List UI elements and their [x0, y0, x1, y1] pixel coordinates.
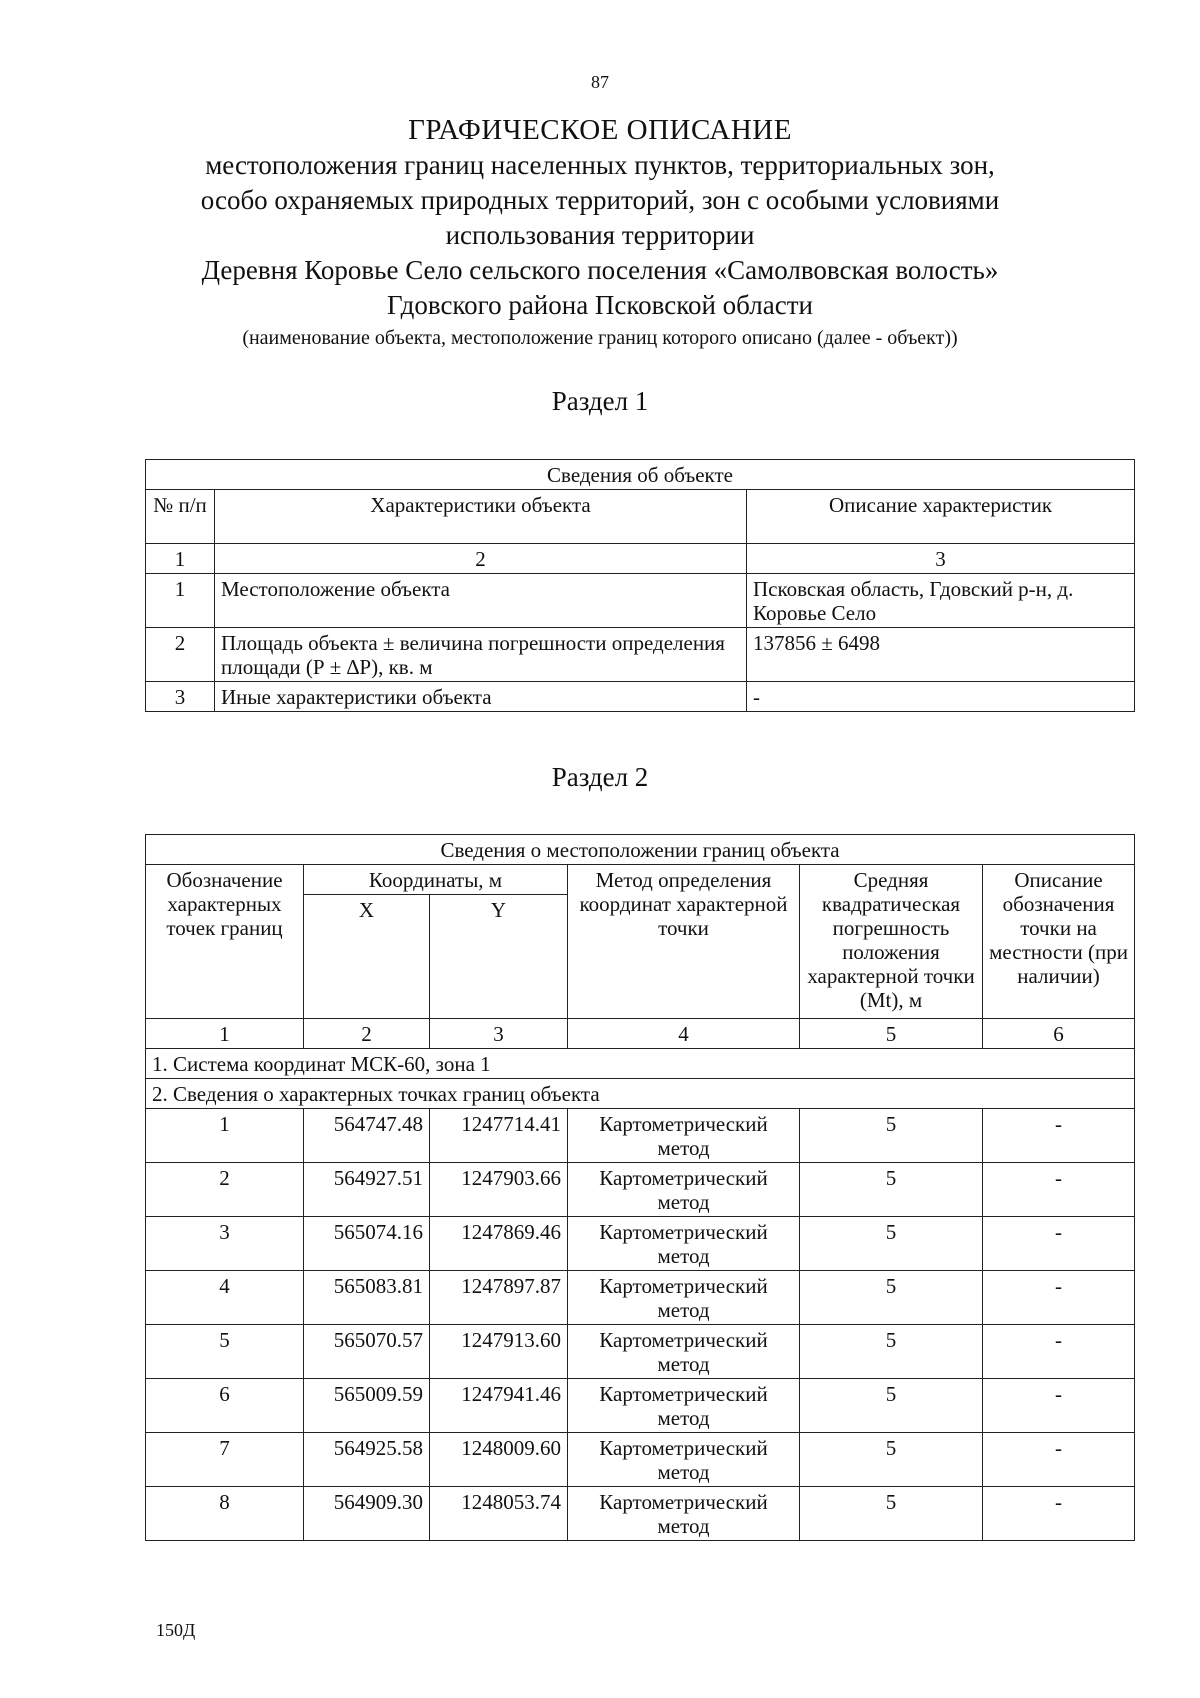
header-characteristic: Характеристики объекта	[215, 490, 747, 544]
points-body	[146, 1109, 1135, 1541]
coordinate-x: 564909.30	[304, 1487, 430, 1541]
column-number: 1	[146, 1019, 304, 1049]
coordinate-y: 1248009.60	[430, 1433, 568, 1487]
table-header-row	[146, 490, 1135, 544]
point-id: 3	[146, 1217, 304, 1271]
coordinate-y: 1247941.46	[430, 1379, 568, 1433]
row-number: 2	[146, 628, 215, 682]
table-row	[146, 682, 1135, 712]
header-x: X	[304, 895, 430, 1019]
mean-error: 5	[800, 1217, 983, 1271]
row-number: 1	[146, 574, 215, 628]
coordinate-x: 565070.57	[304, 1325, 430, 1379]
mean-error: 5	[800, 1163, 983, 1217]
page-number: 87	[591, 72, 609, 92]
row-description: -	[747, 682, 1135, 712]
point-description: -	[983, 1217, 1135, 1271]
row-characteristic: Местоположение объекта	[215, 574, 747, 628]
point-description: -	[983, 1433, 1135, 1487]
point-id: 2	[146, 1163, 304, 1217]
point-id: 6	[146, 1379, 304, 1433]
method: Картометрический метод	[568, 1325, 800, 1379]
table-title: Сведения об объекте	[146, 460, 1135, 490]
table-title: Сведения о местоположении границ объекта	[146, 835, 1135, 865]
coordinate-x: 565009.59	[304, 1379, 430, 1433]
point-id: 8	[146, 1487, 304, 1541]
point-id: 1	[146, 1109, 304, 1163]
table-row	[146, 574, 1135, 628]
coordinate-y: 1247869.46	[430, 1217, 568, 1271]
point-description: -	[983, 1487, 1135, 1541]
table-title-row	[146, 835, 1135, 865]
mean-error: 5	[800, 1325, 983, 1379]
row-characteristic: Площадь объекта ± величина погрешности определения площади (Р ± ∆Р), кв. м	[215, 628, 747, 682]
coordinate-y: 1247897.87	[430, 1271, 568, 1325]
row-description: 137856 ± 6498	[747, 628, 1135, 682]
table-row	[146, 1163, 1135, 1217]
method: Картометрический метод	[568, 1163, 800, 1217]
column-number: 5	[800, 1019, 983, 1049]
title-main: ГРАФИЧЕСКОЕ ОПИСАНИЕ	[408, 114, 792, 146]
point-description: -	[983, 1379, 1135, 1433]
column-number: 3	[430, 1019, 568, 1049]
header-description: Описание характеристик	[747, 490, 1135, 544]
footer-code: 150Д	[156, 1620, 196, 1640]
table-title-row	[146, 460, 1135, 490]
table-row	[146, 1379, 1135, 1433]
header-y: Y	[430, 895, 568, 1019]
coordinate-y: 1248053.74	[430, 1487, 568, 1541]
method: Картометрический метод	[568, 1109, 800, 1163]
section2-heading: Раздел 2	[551, 762, 649, 792]
table-row	[146, 628, 1135, 682]
header-method: Метод определения координат характерной точки	[568, 865, 800, 1019]
column-number: 2	[215, 544, 747, 574]
coordinate-x: 564925.58	[304, 1433, 430, 1487]
column-number: 3	[747, 544, 1135, 574]
header-number: № п/п	[146, 490, 215, 544]
column-number-row	[146, 544, 1135, 574]
coordinate-x: 565083.81	[304, 1271, 430, 1325]
point-id: 5	[146, 1325, 304, 1379]
row-description: Псковская область, Гдовский р-н, д. Коровье Село	[747, 574, 1135, 628]
system-row	[146, 1049, 1135, 1079]
header-error: Средняя квадратическая погрешность положения характерной точки (Мt), м	[800, 865, 983, 1019]
column-number: 4	[568, 1019, 800, 1049]
mean-error: 5	[800, 1271, 983, 1325]
points-title-row	[146, 1079, 1135, 1109]
title-line: использования территории	[445, 220, 755, 250]
title-note: (наименование объекта, местоположение границ которого описано (далее - объект))	[242, 327, 958, 349]
method: Картометрический метод	[568, 1433, 800, 1487]
table-row	[146, 1109, 1135, 1163]
point-id: 7	[146, 1433, 304, 1487]
object-info-table	[145, 459, 1135, 712]
method: Картометрический метод	[568, 1217, 800, 1271]
table-row	[146, 1271, 1135, 1325]
title-line: Деревня Коровье Село сельского поселения «Самолвовская волость»	[201, 255, 999, 285]
mean-error: 5	[800, 1379, 983, 1433]
mean-error: 5	[800, 1433, 983, 1487]
section1-heading: Раздел 1	[551, 386, 649, 416]
coordinate-y: 1247714.41	[430, 1109, 568, 1163]
table-row	[146, 1217, 1135, 1271]
point-description: -	[983, 1163, 1135, 1217]
row-characteristic: Иные характеристики объекта	[215, 682, 747, 712]
column-number: 2	[304, 1019, 430, 1049]
mean-error: 5	[800, 1487, 983, 1541]
header-point-description: Описание обозначения точки на местности (при наличии)	[983, 865, 1135, 1019]
method: Картометрический метод	[568, 1379, 800, 1433]
row-number: 3	[146, 682, 215, 712]
table-row	[146, 1325, 1135, 1379]
point-description: -	[983, 1109, 1135, 1163]
column-number-row	[146, 1019, 1135, 1049]
point-description: -	[983, 1271, 1135, 1325]
coordinate-system: 1. Система координат МСК-60, зона 1	[146, 1049, 1135, 1079]
points-title: 2. Сведения о характерных точках границ объекта	[146, 1079, 1135, 1109]
point-description: -	[983, 1325, 1135, 1379]
coordinate-y: 1247903.66	[430, 1163, 568, 1217]
table-row	[146, 1487, 1135, 1541]
title-line: особо охраняемых природных территорий, зон с особыми условиями	[200, 185, 1000, 215]
table-row	[146, 1433, 1135, 1487]
column-number: 6	[983, 1019, 1135, 1049]
title-line: местоположения границ населенных пунктов, территориальных зон,	[205, 150, 995, 180]
mean-error: 5	[800, 1109, 983, 1163]
coordinate-x: 564927.51	[304, 1163, 430, 1217]
method: Картометрический метод	[568, 1487, 800, 1541]
header-coordinates: Координаты, м	[304, 865, 568, 895]
title-line: Гдовского района Псковской области	[387, 290, 813, 320]
coordinate-x: 565074.16	[304, 1217, 430, 1271]
header-point: Обозначение характерных точек границ	[146, 865, 304, 1019]
method: Картометрический метод	[568, 1271, 800, 1325]
table-header-row	[146, 865, 1135, 895]
column-number: 1	[146, 544, 215, 574]
point-id: 4	[146, 1271, 304, 1325]
boundary-points-table	[145, 834, 1135, 1541]
coordinate-x: 564747.48	[304, 1109, 430, 1163]
coordinate-y: 1247913.60	[430, 1325, 568, 1379]
document-title	[60, 112, 1140, 351]
